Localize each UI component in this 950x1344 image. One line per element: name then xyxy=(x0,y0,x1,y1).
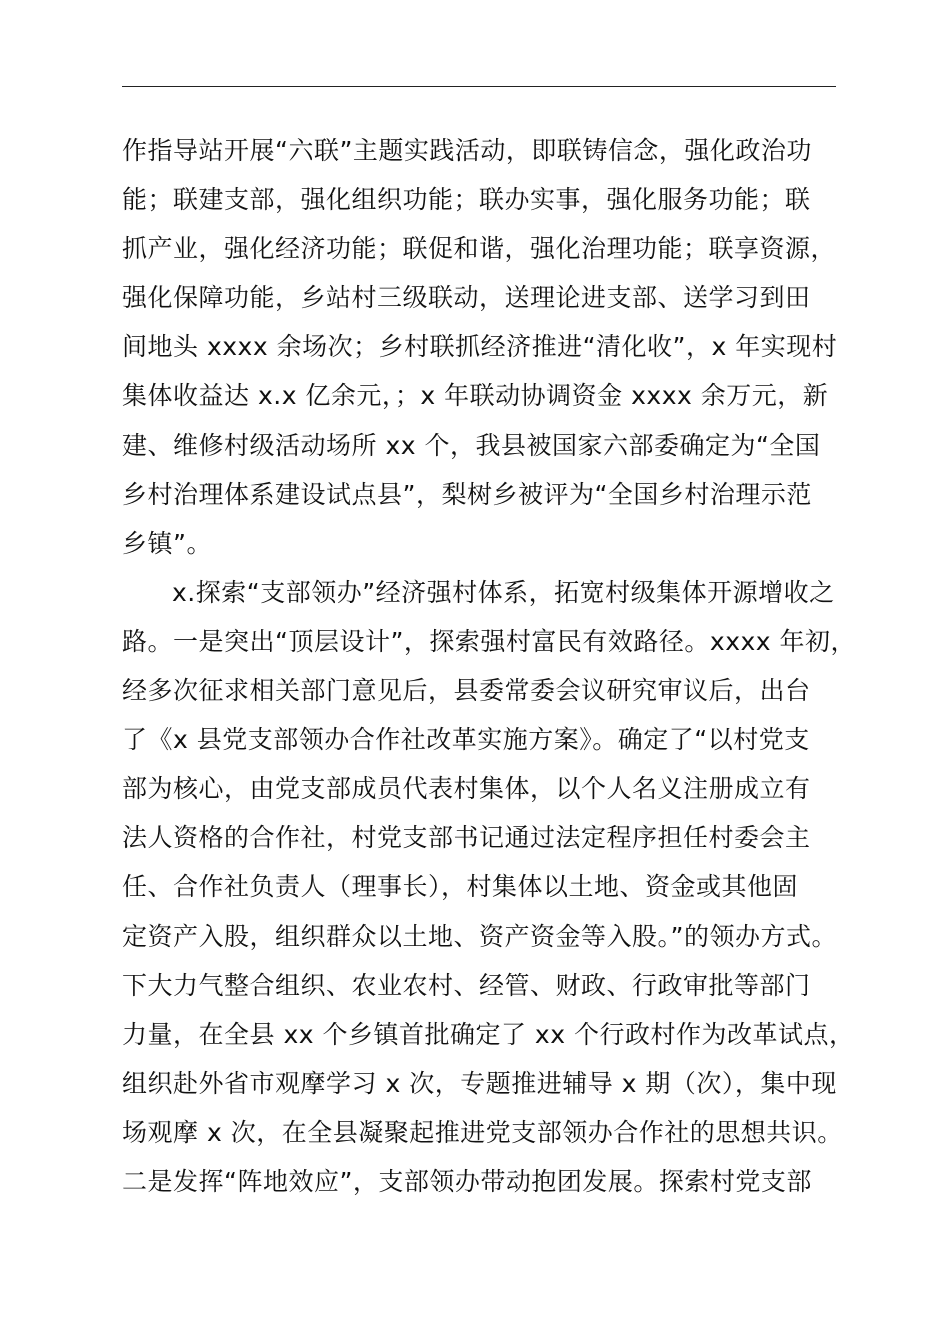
header-rule xyxy=(122,86,836,87)
text-line: 建、维修村级活动场所 xx 个，我县被国家六部委确定为“全国 xyxy=(122,430,821,460)
text-line: 路。一是突出“顶层设计”，探索强村富民有效路径。xxxx 年初， xyxy=(122,626,857,656)
text-line: 定资产入股，组织群众以土地、资产资金等入股。”的领办方式。 xyxy=(122,921,837,951)
text-line: 法人资格的合作社，村党支部书记通过法定程序担任村委会主 xyxy=(122,823,811,853)
text-line: 乡村治理体系建设试点县”，梨树乡被评为“全国乡村治理示范 xyxy=(122,479,812,509)
text-line: 组织赴外省市观摩学习 x 次，专题推进辅导 x 期（次），集中现 xyxy=(122,1068,837,1098)
paragraph-start-line: x.探索“支部领办”经济强村体系，拓宽村级集体开源增收之 xyxy=(172,577,835,607)
text-line: 间地头 xxxx 余场次；乡村联抓经济推进“清化收”，x 年实现村 xyxy=(122,332,838,362)
text-line: 乡镇”。 xyxy=(122,528,212,558)
text-line: 强化保障功能，乡站村三级联动，送理论进支部、送学习到田 xyxy=(122,283,811,313)
text-line: 力量，在全县 xx 个乡镇首批确定了 xx 个行政村作为改革试点， xyxy=(122,1019,855,1049)
text-line: 场观摩 x 次，在全县凝聚起推进党支部领办合作社的思想共识。 xyxy=(122,1117,843,1147)
text-line: 任、合作社负责人（理事长），村集体以土地、资金或其他固 xyxy=(122,872,799,902)
text-line: 部为核心，由党支部成员代表村集体，以个人名义注册成立有 xyxy=(122,774,811,804)
text-line: 作指导站开展“六联”主题实践活动，即联铸信念，强化政治功 xyxy=(122,136,812,165)
text-line: 经多次征求相关部门意见后，县委常委会议研究审议后，出台 xyxy=(122,676,811,706)
text-line: 能；联建支部，强化组织功能；联办实事，强化服务功能；联 xyxy=(122,185,811,215)
text-line: 集体收益达 x.x 亿余元，；x 年联动协调资金 xxxx 余万元，新 xyxy=(122,381,829,411)
body-text xyxy=(122,126,862,1206)
text-line: 抓产业，强化经济功能；联促和谐，强化治理功能；联享资源， xyxy=(122,234,837,264)
text-line: 二是发挥“阵地效应”，支部领办带动抱团发展。探索村党支部 xyxy=(122,1166,812,1196)
text-line: 下大力气整合组织、农业农村、经管、财政、行政审批等部门 xyxy=(122,970,811,1000)
text-line: 了《x 县党支部领办合作社改革实施方案》。确定了“以村党支 xyxy=(122,725,810,755)
